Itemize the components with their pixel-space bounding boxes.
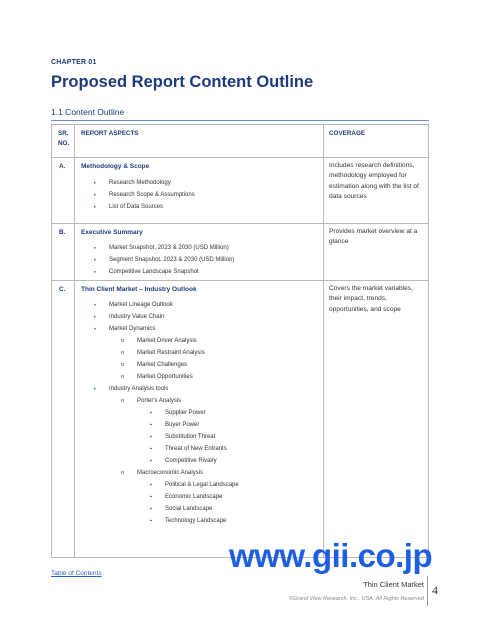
watermark-text: www.gii.co.jp: [229, 537, 433, 574]
list-item: Supplier Power: [165, 410, 206, 416]
list-item: Political & Legal Landscape: [165, 482, 239, 488]
header-sr-no: SR. NO.: [58, 130, 70, 147]
square-bullet-icon: ▪: [150, 494, 152, 500]
section-coverage: Covers the market variables, their impact, trends, opportunities, and scope: [329, 285, 413, 313]
content-outline-table: [51, 124, 429, 558]
list-item: Segment Snapshot, 2023 & 2030 (USD Million): [109, 257, 235, 263]
header-report-aspects: REPORT ASPECTS: [81, 130, 139, 137]
section-title: Methodology & Scope: [81, 163, 150, 170]
list-item: Market Driver Analysis: [137, 338, 197, 344]
chapter-label: CHAPTER 01: [51, 59, 97, 66]
square-bullet-icon: ▪: [150, 410, 152, 416]
triangle-bullet-icon: ▸: [94, 269, 97, 275]
page-title: Proposed Report Content Outline: [51, 73, 314, 91]
square-bullet-icon: ▪: [150, 458, 152, 464]
list-item: Research Scope & Assumptions: [109, 192, 195, 198]
circle-bullet-icon: o: [121, 374, 125, 380]
section-subtitle: 1.1 Content Outline: [51, 107, 125, 117]
footer-copyright: ©Grand View Research, Inc., USA. All Rights Reserved: [288, 596, 424, 602]
footer-divider: [427, 576, 428, 606]
subtitle-rule: [51, 120, 429, 121]
list-item: Macroeconomic Analysis: [137, 470, 204, 476]
list-item: Market Snapshot, 2023 & 2030 (USD Million): [109, 245, 229, 251]
square-bullet-icon: ▪: [150, 434, 152, 440]
column-divider: [323, 125, 324, 557]
square-bullet-icon: ▪: [150, 506, 152, 512]
square-bullet-icon: ▪: [150, 446, 152, 452]
circle-bullet-icon: o: [121, 470, 125, 476]
section-id: B.: [59, 229, 66, 236]
header-coverage: COVERAGE: [329, 130, 366, 137]
list-item: Economic Landscape: [165, 494, 223, 500]
section-coverage: Includes research definitions, methodology employed for estimation along with the list of data sources: [329, 162, 419, 201]
circle-bullet-icon: o: [121, 338, 125, 344]
list-item: Market Lineage Outlook: [109, 302, 173, 308]
list-item: Industry Value Chain: [109, 314, 165, 320]
section-coverage: Provides market overview at a glance: [329, 228, 418, 246]
triangle-bullet-icon: ▸: [94, 180, 97, 186]
triangle-bullet-icon: ▸: [94, 386, 97, 392]
list-item: Technology Landscape: [165, 518, 227, 524]
list-item: Competitive Landscape Snapshot: [109, 269, 199, 275]
square-bullet-icon: ▪: [150, 518, 152, 524]
triangle-bullet-icon: ▸: [94, 245, 97, 251]
circle-bullet-icon: o: [121, 362, 125, 368]
list-item: Market Dynamics: [109, 326, 156, 332]
list-item: Competitive Rivalry: [165, 458, 217, 464]
row-divider: [52, 157, 428, 158]
row-divider: [52, 280, 428, 281]
list-item: Substitution Threat: [165, 434, 216, 440]
list-item: Buyer Power: [165, 422, 200, 428]
triangle-bullet-icon: ▸: [94, 314, 97, 320]
list-item: Threat of New Entrants: [165, 446, 227, 452]
section-id: A.: [59, 163, 66, 170]
list-item: Social Landscape: [165, 506, 213, 512]
page-number: 4: [432, 583, 438, 597]
triangle-bullet-icon: ▸: [94, 192, 97, 198]
circle-bullet-icon: o: [121, 350, 125, 356]
column-divider: [74, 125, 75, 557]
circle-bullet-icon: o: [121, 398, 125, 404]
triangle-bullet-icon: ▸: [94, 326, 97, 332]
triangle-bullet-icon: ▸: [94, 204, 97, 210]
section-id: C.: [59, 286, 66, 293]
footer-report-name: Thin Client Market: [363, 580, 424, 589]
list-item: Industry Analysis tools: [109, 386, 169, 392]
list-item: Research Methodology: [109, 180, 171, 186]
list-item: Market Challenges: [137, 362, 188, 368]
triangle-bullet-icon: ▸: [94, 257, 97, 263]
list-item: Porter's Analysis: [137, 398, 182, 404]
row-divider: [52, 223, 428, 224]
square-bullet-icon: ▪: [150, 482, 152, 488]
square-bullet-icon: ▪: [150, 422, 152, 428]
list-item: Market Restraint Analysis: [137, 350, 205, 356]
section-title: Executive Summary: [81, 229, 143, 236]
list-item: List of Data Sources: [109, 204, 164, 210]
section-title: Thin Client Market – Industry Outlook: [81, 286, 197, 293]
triangle-bullet-icon: ▸: [94, 302, 97, 308]
table-of-contents-link[interactable]: Table of Contents: [51, 570, 102, 577]
list-item: Market Opportunities: [137, 374, 193, 380]
